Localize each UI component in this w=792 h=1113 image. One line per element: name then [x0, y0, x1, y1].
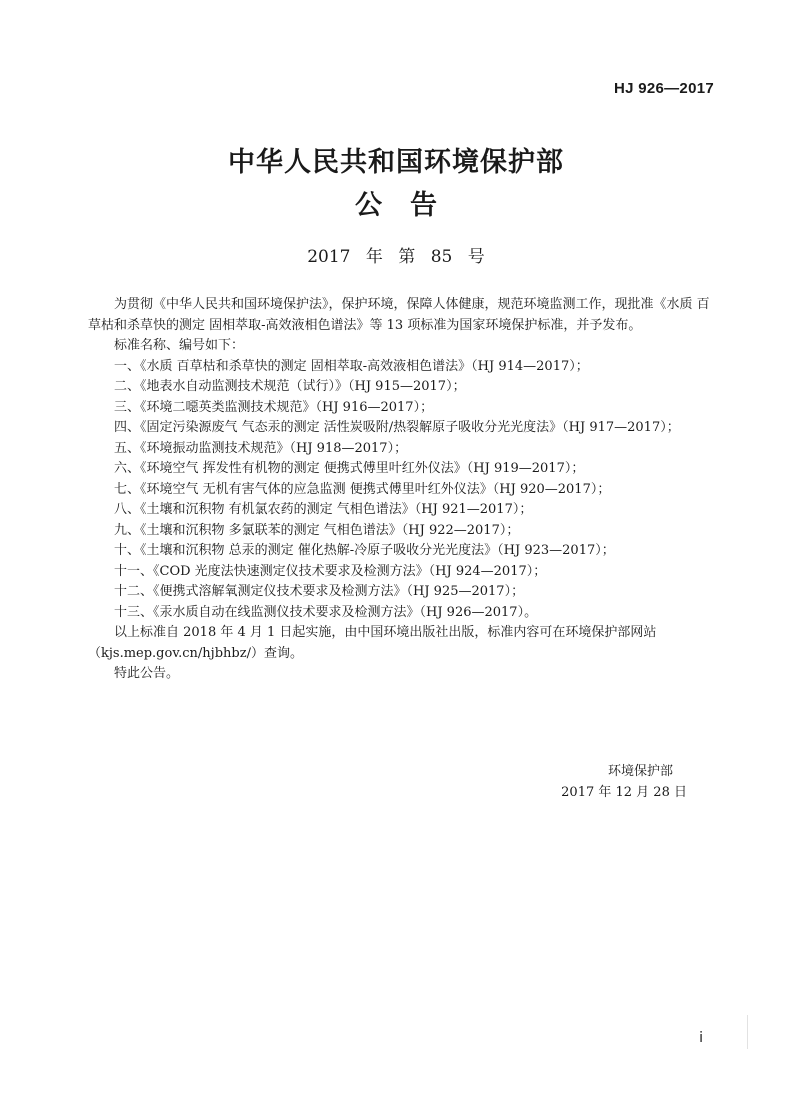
signature-org: 环境保护部 [607, 764, 673, 779]
closing-line: 特此公告。 [114, 666, 180, 681]
standard-item-10: 十、《土壤和沉积物 总汞的测定 催化热解-冷原子吸收分光光度法》（HJ 923—2017）； [114, 543, 615, 558]
standard-item-3: 三、《环境二噁英类监测技术规范》（HJ 916—2017）； [114, 399, 434, 415]
announcement-body [88, 295, 714, 685]
standard-item-8: 八、《土壤和沉积物 有机氯农药的测定 气相色谱法》（HJ 921—2017）； [114, 502, 533, 517]
standard-item-2: 二、《地表水自动监测技术规范（试行）》（HJ 915—2017）； [114, 379, 466, 394]
standard-item-11: 十一、《COD 光度法快速测定仪技术要求及检测方法》（HJ 924—2017）； [114, 563, 547, 579]
issue-number: 2017 年 第 85 号 [307, 247, 485, 267]
standard-item-6: 六、《环境空气 挥发性有机物的测定 便携式傅里叶红外仪法》（HJ 919—2017）； [114, 461, 585, 476]
standard-item-7: 七、《环境空气 无机有害气体的应急监测 便携式傅里叶红外仪法》（HJ 920—2017）； [114, 481, 611, 497]
list-intro: 标准名称、编号如下： [114, 338, 245, 353]
margin-rule [747, 1015, 748, 1049]
signature-block [561, 762, 687, 803]
standard-item-13: 十三、《汞水质自动在线监测仪技术要求及检测方法》（HJ 926—2017）。 [114, 604, 538, 620]
standard-code: HJ 926—2017 [613, 80, 714, 97]
document-title: 中华人民共和国环境保护部 [228, 147, 564, 178]
implementation-paragraph: 以上标准自 2018 年 4 月 1 日起实施，由中国环境出版社出版，标准内容可在环境保护部网站（kjs.mep.gov.cn/hjbhbz/）查询。 [88, 625, 657, 661]
standard-item-12: 十二、《便携式溶解氧测定仪技术要求及检测方法》（HJ 925—2017）； [114, 584, 525, 599]
page-number: i [699, 1030, 703, 1046]
standard-item-5: 五、《环境振动监测技术规范》（HJ 918—2017）； [114, 440, 408, 456]
intro-paragraph: 为贯彻《中华人民共和国环境保护法》，保护环境，保障人体健康，规范环境监测工作，现批准《水质 百草枯和杀草快的测定 固相萃取-高效液相色谱法》等 13 项标准为国家环境保护标准，并予发布。 [88, 297, 710, 333]
signature-date: 2017 年 12 月 28 日 [561, 784, 687, 800]
document-subtitle: 公告 [355, 190, 465, 221]
standard-item-9: 九、《土壤和沉积物 多氯联苯的测定 气相色谱法》（HJ 922—2017）； [114, 522, 520, 538]
standard-item-4: 四、《固定污染源废气 气态汞的测定 活性炭吸附/热裂解原子吸收分光光度法》（HJ 917—2017）； [114, 420, 680, 435]
standard-item-1: 一、《水质 百草枯和杀草快的测定 固相萃取-高效液相色谱法》（HJ 914—2017）； [114, 358, 589, 374]
